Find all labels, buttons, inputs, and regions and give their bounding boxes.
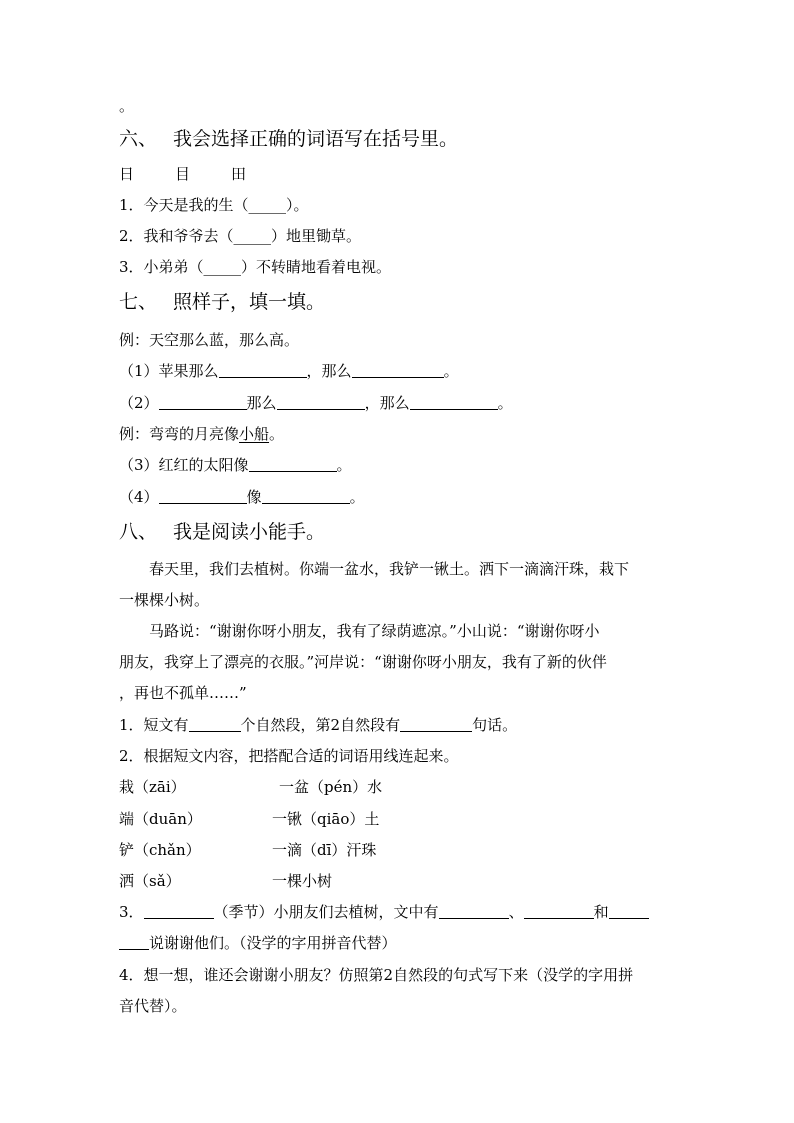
match-right-item[interactable]: 一锹（qiāo）土 bbox=[272, 810, 380, 828]
question-text: 1．今天是我的生（ bbox=[119, 196, 249, 214]
fill-blank[interactable] bbox=[277, 394, 365, 410]
section6-heading bbox=[119, 127, 458, 151]
question-text: ）地里锄草。 bbox=[271, 227, 362, 245]
match-left-item[interactable]: 端（duān） bbox=[119, 810, 202, 828]
section7-line-4 bbox=[119, 487, 365, 507]
match-right-item[interactable]: 一滴（dī）汗珠 bbox=[272, 841, 377, 859]
match-left-item[interactable]: 洒（sǎ） bbox=[119, 872, 181, 890]
top-mark: 。 bbox=[119, 97, 135, 115]
fill-blank[interactable] bbox=[400, 716, 472, 732]
question-text: 个自然段，第2自然段有 bbox=[240, 716, 401, 734]
answer-blank[interactable]: _____ bbox=[233, 227, 272, 245]
section8-question-2: 2．根据短文内容，把搭配合适的词语用线连起来。 bbox=[119, 747, 459, 765]
section6-title: 我会选择正确的词语写在括号里。 bbox=[173, 128, 459, 150]
question-text: （季节）小朋友们去植树，文中有 bbox=[213, 903, 439, 921]
passage-paragraph-2-line-1: 马路说：“谢谢你呀小朋友，我有了绿荫遮凉。”小山说：“谢谢你呀小 bbox=[149, 622, 600, 640]
section6-question-3 bbox=[119, 257, 391, 277]
line-text: ，那么 bbox=[364, 394, 410, 412]
question-text: 说谢谢他们。（没学的字用拼音代替） bbox=[149, 934, 397, 952]
section7-title: 照样子，填一填。 bbox=[173, 291, 326, 313]
section7-example-2 bbox=[119, 424, 284, 444]
line-text: ，那么 bbox=[306, 362, 352, 380]
line-text: 。 bbox=[497, 394, 513, 412]
question-text: 句话。 bbox=[472, 716, 518, 734]
fill-blank[interactable] bbox=[352, 362, 444, 378]
choice-word: 田 bbox=[231, 165, 247, 183]
question-text: 3． bbox=[119, 903, 144, 921]
section8-number: 八、 bbox=[119, 521, 158, 543]
match-right-item[interactable]: 一棵小树 bbox=[272, 872, 333, 890]
question-text: 2．我和爷爷去（ bbox=[119, 227, 234, 245]
answer-blank[interactable]: _____ bbox=[203, 258, 242, 276]
line-text: （2） bbox=[119, 394, 159, 412]
section6-question-1 bbox=[119, 195, 309, 215]
section6-number: 六、 bbox=[119, 128, 158, 150]
choice-word: 目 bbox=[175, 165, 191, 183]
question-text: ）不转睛地看着电视。 bbox=[241, 258, 392, 276]
section7-line-3 bbox=[119, 455, 352, 475]
line-text: 。 bbox=[349, 488, 365, 506]
answer-blank[interactable]: _____ bbox=[248, 196, 287, 214]
line-text: 。 bbox=[269, 425, 285, 443]
section8-heading bbox=[119, 520, 325, 544]
passage-paragraph-1-line-1: 春天里，我们去植树。你端一盆水，我铲一锹土。洒下一滴滴汗珠，栽下 bbox=[149, 560, 630, 578]
fill-blank[interactable] bbox=[249, 456, 337, 472]
question-text: ）。 bbox=[286, 196, 309, 214]
passage-paragraph-1-line-2: 一棵棵小树。 bbox=[119, 591, 210, 609]
match-left-item[interactable]: 栽（zāi） bbox=[119, 778, 186, 796]
line-text: 。 bbox=[336, 456, 352, 474]
choice-word: 日 bbox=[119, 165, 135, 183]
question-text: 1．短文有 bbox=[119, 716, 189, 734]
line-text: 例：弯弯的月亮像 bbox=[119, 425, 240, 443]
question-text: 3．小弟弟（ bbox=[119, 258, 204, 276]
question-text: 和 bbox=[593, 903, 609, 921]
passage-paragraph-2-line-3: ，再也不孤单……” bbox=[119, 684, 247, 702]
fill-blank[interactable] bbox=[189, 716, 241, 732]
section8-question-3-cont bbox=[119, 933, 397, 953]
section6-choices bbox=[119, 164, 246, 184]
underlined-example-word: 小船 bbox=[239, 425, 270, 443]
fill-blank[interactable] bbox=[439, 903, 509, 919]
section8-question-4-line-1: 4．想一想，谁还会谢谢小朋友？仿照第2自然段的句式写下来（没学的字用拼 bbox=[119, 966, 634, 984]
fill-blank[interactable] bbox=[119, 934, 149, 950]
section8-question-4-line-2: 音代替）。 bbox=[119, 997, 187, 1015]
match-left-item[interactable]: 铲（chǎn） bbox=[119, 841, 201, 859]
fill-blank[interactable] bbox=[410, 394, 498, 410]
section7-example-1: 例：天空那么蓝，那么高。 bbox=[119, 331, 300, 349]
section7-heading bbox=[119, 290, 325, 314]
fill-blank[interactable] bbox=[524, 903, 594, 919]
line-text: （3）红红的太阳像 bbox=[119, 456, 249, 474]
line-text: 。 bbox=[443, 362, 459, 380]
section8-question-1 bbox=[119, 715, 517, 735]
fill-blank[interactable] bbox=[609, 903, 649, 919]
fill-blank[interactable] bbox=[159, 394, 247, 410]
question-text: 、 bbox=[508, 903, 524, 921]
section8-title: 我是阅读小能手。 bbox=[173, 521, 326, 543]
line-text: 那么 bbox=[246, 394, 277, 412]
fill-blank[interactable] bbox=[144, 903, 214, 919]
fill-blank[interactable] bbox=[159, 488, 247, 504]
section7-number: 七、 bbox=[119, 291, 158, 313]
fill-blank[interactable] bbox=[219, 362, 307, 378]
passage-paragraph-2-line-2: 朋友，我穿上了漂亮的衣服。”河岸说：“谢谢你呀小朋友，我有了新的伙伴 bbox=[119, 653, 607, 671]
match-right-item[interactable]: 一盆（pén）水 bbox=[279, 778, 383, 796]
line-text: （4） bbox=[119, 488, 159, 506]
line-text: 像 bbox=[246, 488, 262, 506]
fill-blank[interactable] bbox=[262, 488, 350, 504]
line-text: （1）苹果那么 bbox=[119, 362, 219, 380]
section7-line-2 bbox=[119, 393, 513, 413]
section8-question-3 bbox=[119, 902, 649, 922]
section7-line-1 bbox=[119, 361, 459, 381]
section6-question-2 bbox=[119, 226, 361, 246]
